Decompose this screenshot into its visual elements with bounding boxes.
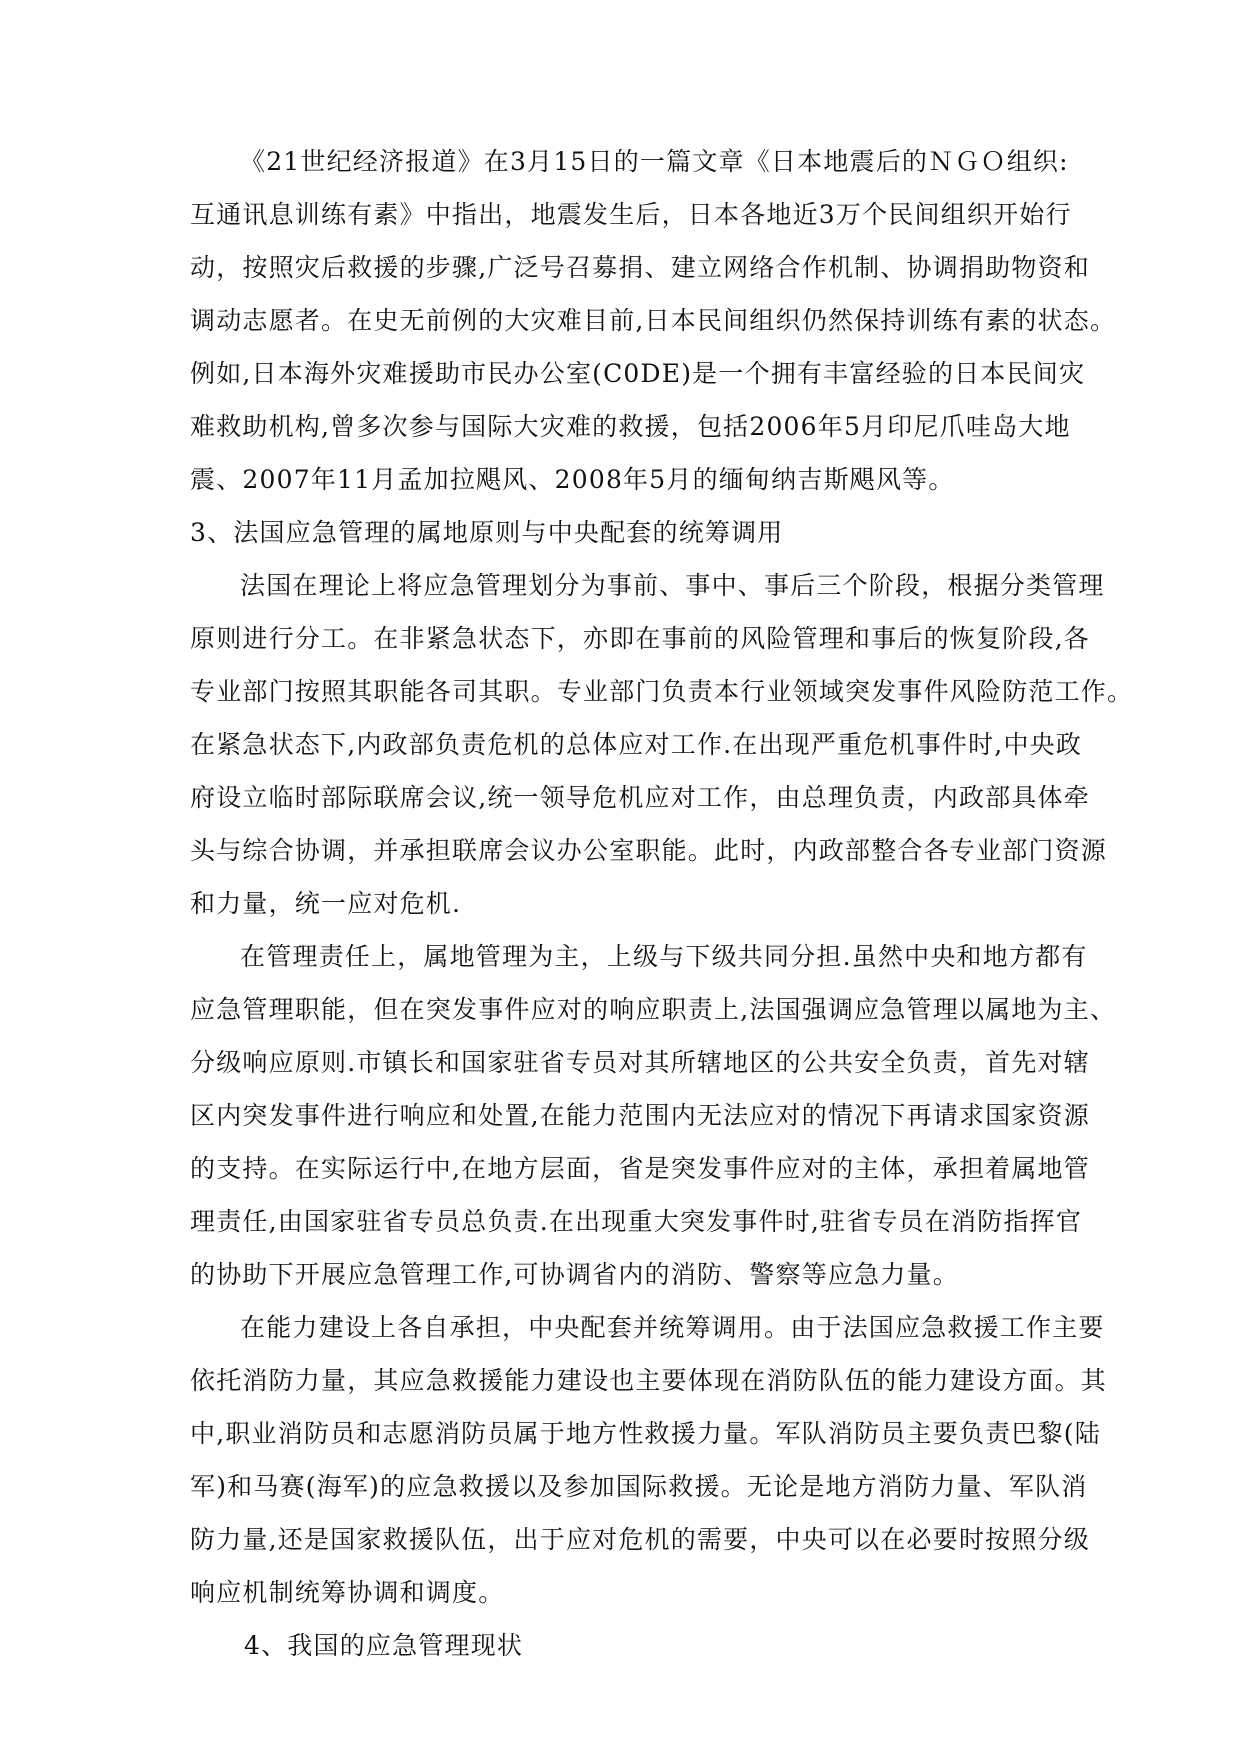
text-line: 例如,日本海外灾难援助市民办公室(C0DE)是一个拥有丰富经验的日本民间灾	[190, 359, 1086, 388]
text-line: 法国在理论上将应急管理划分为事前、事中、事后三个阶段，根据分类管理	[240, 571, 1105, 600]
text-line: 的支持。在实际运行中,在地方层面，省是突发事件应对的主体，承担着属地管	[190, 1154, 1090, 1183]
text-line: 防力量,还是国家救援队伍，出于应对危机的需要，中央可以在必要时按照分级	[190, 1525, 1090, 1554]
text-line: 在管理责任上，属地管理为主，上级与下级共同分担.虽然中央和地方都有	[240, 942, 1088, 971]
text-line: 应急管理职能，但在突发事件应对的响应职责上,法国强调应急管理以属地为主、	[190, 995, 1117, 1024]
section-heading: 3、法国应急管理的属地原则与中央配套的统筹调用	[190, 518, 784, 547]
text-line: 互通讯息训练有素》中指出，地震发生后，日本各地近3万个民间组织开始行	[190, 200, 1072, 229]
text-line: 《21世纪经济报道》在3月15日的一篇文章《日本地震后的ＮＧＯ组织:	[240, 147, 1069, 176]
text-line: 专业部门按照其职能各司其职。专业部门负责本行业领域突发事件风险防范工作。	[190, 677, 1134, 706]
text-line: 的协助下开展应急管理工作,可协调省内的消防、警察等应急力量。	[190, 1260, 959, 1289]
text-line: 难救助机构,曾多次参与国际大灾难的救援，包括2006年5月印尼爪哇岛大地	[190, 412, 1071, 441]
text-line: 调动志愿者。在史无前例的大灾难目前,日本民间组织仍然保持训练有素的状态。	[190, 306, 1117, 335]
text-line: 头与综合协调，并承担联席会议办公室职能。此时，内政部整合各专业部门资源	[190, 836, 1108, 865]
text-line: 动，按照灾后救援的步骤,广泛号召募捐、建立网络合作机制、协调捐助物资和	[190, 253, 1090, 282]
text-line: 在能力建设上各自承担，中央配套并统筹调用。由于法国应急救援工作主要	[240, 1313, 1105, 1342]
text-line: 分级响应原则.市镇长和国家驻省专员对其所辖地区的公共安全负责，首先对辖	[190, 1048, 1090, 1077]
text-line: 中,职业消防员和志愿消防员属于地方性救援力量。军队消防员主要负责巴黎(陆	[190, 1419, 1101, 1448]
text-line: 震、2007年11月孟加拉飓风、2008年5月的缅甸纳吉斯飓风等。	[190, 465, 955, 494]
text-line: 依托消防力量，其应急救援能力建设也主要体现在消防队伍的能力建设方面。其	[190, 1366, 1108, 1395]
text-line: 军)和马赛(海军)的应急救援以及参加国际救援。无论是地方消防力量、军队消	[190, 1472, 1088, 1501]
text-line: 理责任,由国家驻省专员总负责.在出现重大突发事件时,驻省专员在消防指挥官	[190, 1207, 1083, 1236]
text-line: 响应机制统筹协调和调度。	[190, 1578, 505, 1607]
text-line: 和力量，统一应对危机.	[190, 889, 462, 918]
section-heading: 4、我国的应急管理现状	[244, 1631, 524, 1660]
text-line: 原则进行分工。在非紧急状态下，亦即在事前的风险管理和事后的恢复阶段,各	[190, 624, 1090, 653]
text-line: 区内突发事件进行响应和处置,在能力范围内无法应对的情况下再请求国家资源	[190, 1101, 1090, 1130]
text-line: 府设立临时部际联席会议,统一领导危机应对工作，由总理负责，内政部具体牵	[190, 783, 1090, 812]
text-line: 在紧急状态下,内政部负责危机的总体应对工作.在出现严重危机事件时,中央政	[190, 730, 1083, 759]
